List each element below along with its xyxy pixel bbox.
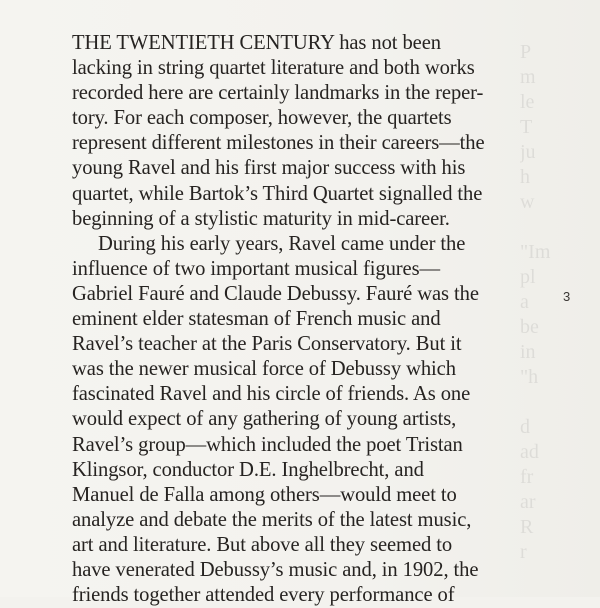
text-line: young Ravel and his first major success with his [72, 157, 466, 180]
text-line: During his early years, Ravel came under the [98, 232, 466, 255]
text-line: represent different milestones in their careers—the [72, 132, 485, 155]
text-line: eminent elder statesman of French music and [72, 308, 441, 331]
text-line: Ravel’s teacher at the Paris Conservatory. But it [72, 333, 462, 356]
text-line: art and literature. But above all they seemed to [72, 533, 453, 556]
text-line: THE TWENTIETH CENTURY has not been [72, 32, 441, 54]
text-line: Klingsor, conductor D.E. Inghelbrecht, and [72, 458, 424, 481]
body-text [72, 31, 522, 608]
text-line: Manuel de Falla among others—would meet to [72, 483, 457, 506]
text-line: recorded here are certainly landmarks in the reper- [72, 82, 484, 105]
text-line: beginning of a stylistic maturity in mid-career. [72, 207, 450, 230]
show-through-text: P m le T ju h w "Im pl a be in "h d ad fr ar R r [520, 41, 551, 563]
text-line: quartet, while Bartok’s Third Quartet signalled the [72, 182, 483, 205]
text-line: Ravel’s group—which included the poet Tristan [72, 433, 463, 456]
text-line: influence of two important musical figures— [72, 257, 441, 280]
text-line: friends together attended every performance of [72, 584, 455, 607]
text-line: fascinated Ravel and his circle of friends. As one [72, 383, 471, 406]
text-line: lacking in string quartet literature and both works [72, 57, 475, 80]
text-line: analyze and debate the merits of the latest music, [72, 508, 472, 531]
text-line: would expect of any gathering of young artists, [72, 408, 457, 431]
text-line: have venerated Debussy’s music and, in 1902, the [72, 558, 479, 581]
page-number: 3 [563, 289, 571, 304]
text-line: was the newer musical force of Debussy which [72, 358, 456, 381]
text-line: Gabriel Fauré and Claude Debussy. Fauré was the [72, 282, 479, 305]
text-line: tory. For each composer, however, the quartets [72, 107, 452, 130]
